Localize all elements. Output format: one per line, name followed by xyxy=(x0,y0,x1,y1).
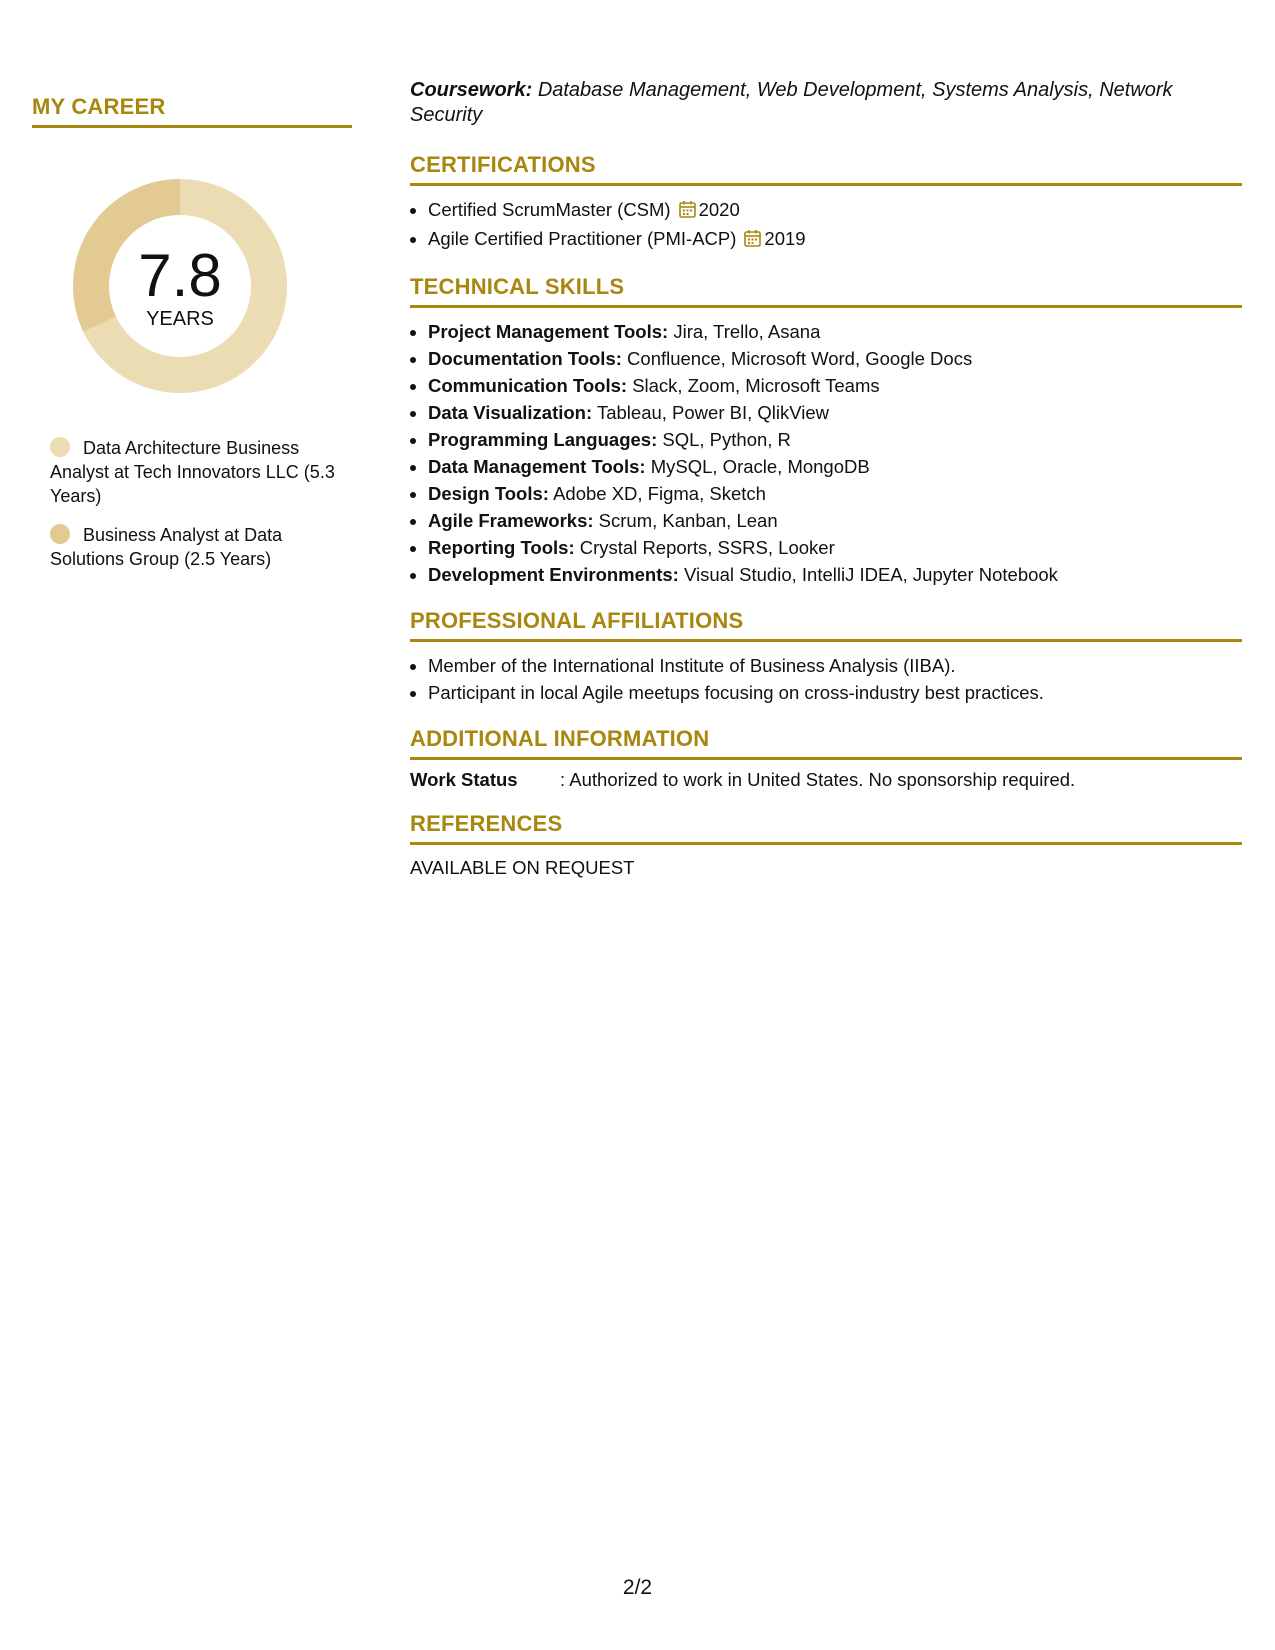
main-column xyxy=(410,78,1242,899)
skill-item xyxy=(428,507,1242,534)
skill-item xyxy=(428,318,1242,345)
skill-item xyxy=(428,345,1242,372)
skill-value: Tableau, Power BI, QlikView xyxy=(596,402,830,423)
legend-dot xyxy=(50,524,70,544)
references-text: AVAILABLE ON REQUEST xyxy=(410,857,635,878)
certification-name: Agile Certified Practitioner (PMI-ACP) xyxy=(428,228,737,249)
skill-label: Project Management Tools: xyxy=(428,321,669,342)
affiliations-section xyxy=(410,608,1242,706)
skill-item xyxy=(428,561,1242,588)
skill-value: Visual Studio, IntelliJ IDEA, Jupyter Notebook xyxy=(683,564,1058,585)
calendar-icon xyxy=(679,198,696,225)
career-title: MY CAREER xyxy=(32,94,352,128)
legend-label: Data Architecture Business Analyst at Tech Innovators LLC (5.3 Years) xyxy=(50,438,335,506)
skill-label: Programming Languages: xyxy=(428,429,658,450)
certifications-section xyxy=(410,152,1242,254)
certification-name: Certified ScrumMaster (CSM) xyxy=(428,199,671,220)
skill-item xyxy=(428,534,1242,561)
certification-item xyxy=(428,196,1242,225)
skill-value: MySQL, Oracle, MongoDB xyxy=(650,456,870,477)
legend-item xyxy=(50,436,352,508)
page-number: 2/2 xyxy=(622,1576,653,1599)
skill-value: SQL, Python, R xyxy=(662,429,791,450)
skill-value: Scrum, Kanban, Lean xyxy=(598,510,778,531)
additional-section xyxy=(410,726,1242,791)
skill-value: Slack, Zoom, Microsoft Teams xyxy=(632,375,880,396)
affiliation-item: • Participant in local Agile meetups focusing on cross-industry best practices. xyxy=(428,679,1242,706)
additional-title: ADDITIONAL INFORMATION xyxy=(410,726,1242,760)
work-status-key: Work Status xyxy=(410,769,518,790)
total-years: 7.8 xyxy=(138,242,222,309)
legend-dot xyxy=(50,437,70,457)
skill-label: Communication Tools: xyxy=(428,375,628,396)
references-section xyxy=(410,811,1242,879)
skill-value: Crystal Reports, SSRS, Looker xyxy=(579,537,835,558)
skill-item xyxy=(428,426,1242,453)
skill-label: Documentation Tools: xyxy=(428,348,622,369)
skill-label: Data Visualization: xyxy=(428,402,593,423)
donut-center xyxy=(66,172,294,400)
certifications-title: CERTIFICATIONS xyxy=(410,152,1242,186)
career-legend xyxy=(50,436,352,571)
calendar-icon xyxy=(744,227,761,254)
skill-item xyxy=(428,453,1242,480)
skill-value: Confluence, Microsoft Word, Google Docs xyxy=(627,348,973,369)
references-title: REFERENCES xyxy=(410,811,1242,845)
certifications-list xyxy=(410,196,1242,254)
certification-year: 2020 xyxy=(698,199,740,220)
legend-item xyxy=(50,523,352,571)
skill-value: Adobe XD, Figma, Sketch xyxy=(553,483,766,504)
coursework-label: Coursework: xyxy=(410,79,533,101)
years-unit: YEARS xyxy=(146,308,214,330)
skill-item xyxy=(428,372,1242,399)
legend-label: Business Analyst at Data Solutions Group (2.5 Years) xyxy=(50,525,283,569)
skill-label: Data Management Tools: xyxy=(428,456,646,477)
skill-label: Agile Frameworks: xyxy=(428,510,594,531)
skills-section xyxy=(410,274,1242,588)
affiliation-item: • Member of the International Institute of Business Analysis (IIBA). xyxy=(428,652,1242,679)
skill-item xyxy=(428,480,1242,507)
skill-value: Jira, Trello, Asana xyxy=(673,321,821,342)
skill-label: Design Tools: xyxy=(428,483,549,504)
affiliations-list xyxy=(410,652,1242,706)
career-column xyxy=(32,94,352,586)
work-status-value: : Authorized to work in United States. No sponsorship required. xyxy=(560,769,1076,790)
skill-label: Development Environments: xyxy=(428,564,679,585)
skills-title: TECHNICAL SKILLS xyxy=(410,274,1242,308)
coursework xyxy=(410,78,1242,128)
coursework-text: Database Management, Web Development, Systems Analysis, Network Security xyxy=(410,79,1173,126)
affiliations-title: PROFESSIONAL AFFILIATIONS xyxy=(410,608,1242,642)
skills-list xyxy=(410,318,1242,588)
skill-label: Reporting Tools: xyxy=(428,537,575,558)
work-status-row xyxy=(410,769,1242,791)
certification-item xyxy=(428,225,1242,254)
career-donut-chart xyxy=(66,172,294,400)
certification-year: 2019 xyxy=(764,228,806,249)
skill-item xyxy=(428,399,1242,426)
